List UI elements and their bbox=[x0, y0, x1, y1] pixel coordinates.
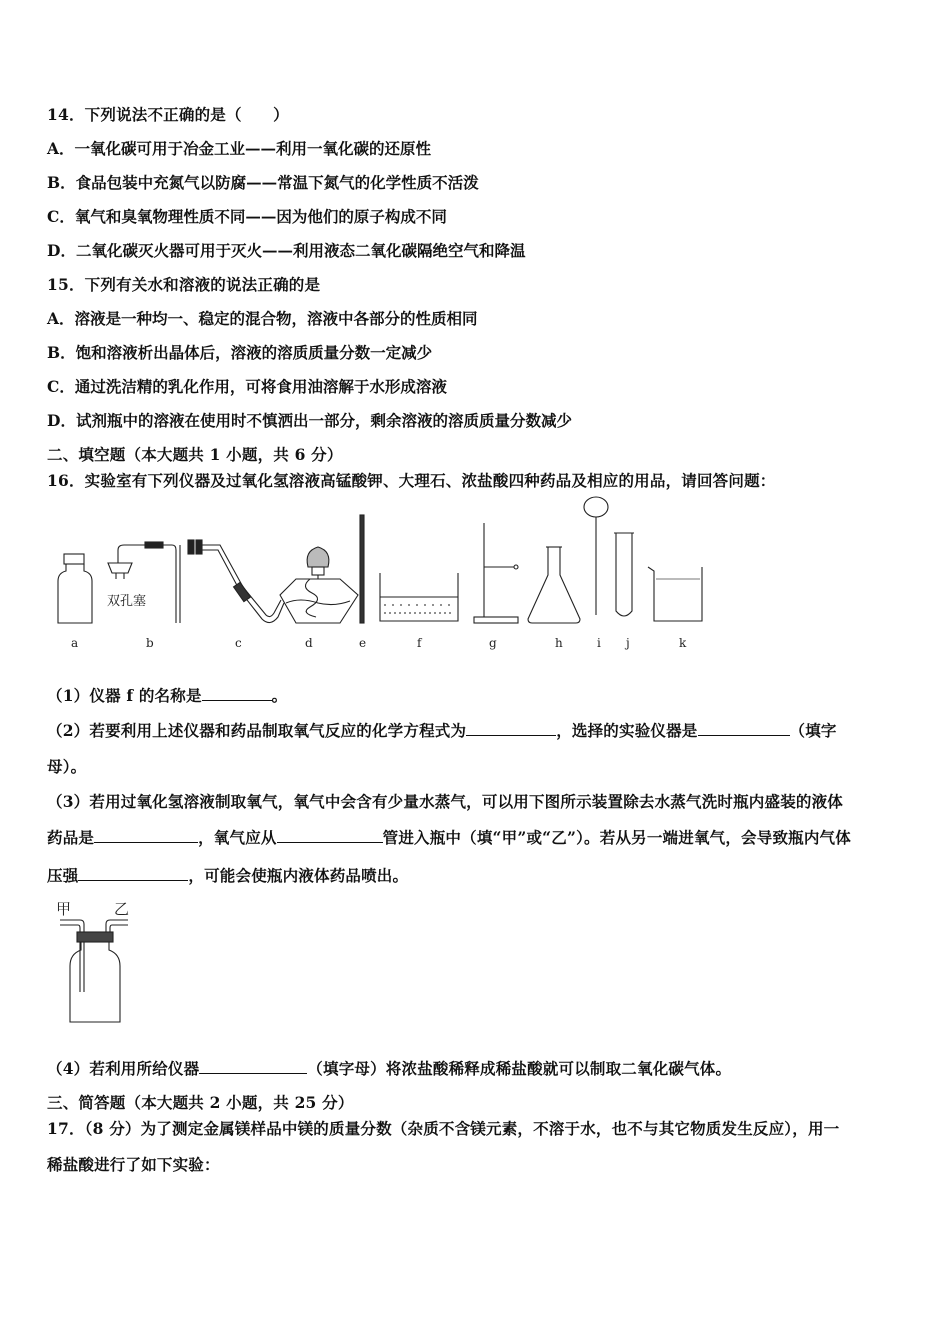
q16-p3-line-2 bbox=[47, 826, 851, 848]
q16-p4-text-b: （填字母）将浓盐酸稀释成稀盐酸就可以制取二氧化碳气体。 bbox=[307, 1059, 732, 1078]
q16-p2-text-b: ，选择的实验仪器是 bbox=[556, 721, 698, 740]
q16-p3-text-c: 管进入瓶中（填“甲”或“乙”）。若从另一端进氧气，会导致瓶内气体 bbox=[382, 828, 851, 847]
q16-p3-text-a: 药品是 bbox=[47, 828, 95, 847]
q16-p3-text-e: ，可能会使瓶内液体药品喷出。 bbox=[188, 866, 409, 885]
apparatus-label-h: h bbox=[555, 636, 563, 650]
section-3-heading: 三、简答题（本大题共 2 小题，共 25 分） bbox=[47, 1093, 354, 1112]
q16-p3-line-3 bbox=[47, 864, 408, 886]
q17-line-2: 稀盐酸进行了如下实验： bbox=[47, 1155, 220, 1174]
q16-p2-blank-apparatus[interactable] bbox=[698, 721, 790, 736]
apparatus-label-g: g bbox=[489, 636, 497, 650]
q16-p1-text-a: （1）仪器 f 的名称是 bbox=[47, 686, 202, 705]
q16-p3-text-b: ，氧气应从 bbox=[198, 828, 277, 847]
apparatus-label-k: k bbox=[679, 636, 687, 650]
q16-part-1 bbox=[47, 684, 287, 706]
q16-p3-text-d: 压强 bbox=[47, 866, 79, 885]
q14-option-d: D．二氧化碳灭火器可用于灭火——利用液态二氧化碳隔绝空气和降温 bbox=[47, 241, 526, 260]
q14-option-a: A．一氧化碳可用于冶金工业——利用一氧化碳的还原性 bbox=[47, 139, 432, 158]
apparatus-figure bbox=[0, 495, 950, 655]
apparatus-c-bent-tube bbox=[188, 540, 284, 623]
q16-p2-blank-equation[interactable] bbox=[466, 721, 556, 736]
stopper-label: 双孔塞 bbox=[107, 594, 147, 609]
apparatus-label-i: i bbox=[597, 636, 601, 650]
apparatus-j-tube bbox=[614, 533, 634, 616]
q15-option-d: D．试剂瓶中的溶液在使用时不慎洒出一部分，剩余溶液的溶质质量分数减少 bbox=[47, 411, 572, 430]
q15-stem: 15．下列有关水和溶液的说法正确的是 bbox=[47, 275, 321, 294]
q16-part-4 bbox=[47, 1057, 731, 1079]
q14-option-c: C．氧气和臭氧物理性质不同——因为他们的原子构成不同 bbox=[47, 207, 447, 226]
apparatus-label-b: b bbox=[146, 636, 154, 650]
q16-p3-blank-tube[interactable] bbox=[277, 828, 383, 843]
q16-p2-text-a: （2）若要利用上述仪器和药品制取氧气反应的化学方程式为 bbox=[47, 721, 467, 740]
apparatus-f-trough bbox=[380, 573, 458, 621]
apparatus-label-e: e bbox=[359, 636, 367, 650]
apparatus-label-a: a bbox=[71, 636, 79, 650]
q17-line-1: 17．（8 分）为了测定金属镁样品中镁的质量分数（杂质不含镁元素，不溶于水，也不与其它物质发生反应），用一 bbox=[47, 1119, 840, 1138]
apparatus-a-bottle bbox=[58, 554, 92, 623]
q15-option-a: A．溶液是一种均一、稳定的混合物，溶液中各部分的性质相同 bbox=[47, 309, 478, 328]
q15-option-c: C．通过洗洁精的乳化作用，可将食用油溶解于水形成溶液 bbox=[47, 377, 447, 396]
q16-stem: 16．实验室有下列仪器及过氧化氢溶液高锰酸钾、大理石、浓盐酸四种药品及相应的用品，请回答问题： bbox=[47, 471, 776, 490]
section-2-heading: 二、填空题（本大题共 1 小题，共 6 分） bbox=[47, 445, 343, 464]
q16-p1-text-b: 。 bbox=[271, 686, 288, 705]
q16-p1-blank[interactable] bbox=[202, 686, 272, 701]
q16-p2-continued: 母）。 bbox=[47, 757, 87, 776]
apparatus-k-beaker bbox=[648, 567, 702, 621]
bottle-label-jia: 甲 bbox=[56, 900, 72, 918]
q15-option-b: B．饱和溶液析出晶体后，溶液的溶质质量分数一定减少 bbox=[47, 343, 433, 362]
q16-p4-blank[interactable] bbox=[199, 1059, 307, 1074]
apparatus-label-c: c bbox=[235, 636, 242, 650]
apparatus-label-d: d bbox=[305, 636, 313, 650]
apparatus-g-stand bbox=[474, 523, 518, 623]
apparatus-i-funnel bbox=[584, 497, 608, 615]
q16-p3-line-1: （3）若用过氧化氢溶液制取氧气，氧气中会含有少量水蒸气，可以用下图所示装置除去水蒸气洗时瓶内盛装的液体 bbox=[47, 792, 843, 811]
q16-p3-blank-pressure[interactable] bbox=[78, 866, 188, 881]
q16-p3-blank-liquid[interactable] bbox=[94, 828, 198, 843]
apparatus-b-stopper bbox=[108, 542, 180, 623]
apparatus-d-lamp bbox=[280, 547, 358, 623]
apparatus-h-flask bbox=[528, 547, 580, 623]
apparatus-e-rod bbox=[360, 515, 364, 623]
q14-option-b: B．食品包装中充氮气以防腐——常温下氮气的化学性质不活泼 bbox=[47, 173, 479, 192]
q16-p2-text-c: （填字 bbox=[789, 721, 837, 740]
apparatus-label-j: j bbox=[626, 636, 630, 650]
bottle-label-yi: 乙 bbox=[114, 900, 130, 918]
q16-part-2 bbox=[47, 719, 837, 741]
apparatus-label-f: f bbox=[417, 636, 422, 650]
q16-p4-text-a: （4）若利用所给仪器 bbox=[47, 1059, 200, 1078]
q14-stem: 14．下列说法不正确的是（ ） bbox=[47, 105, 289, 124]
